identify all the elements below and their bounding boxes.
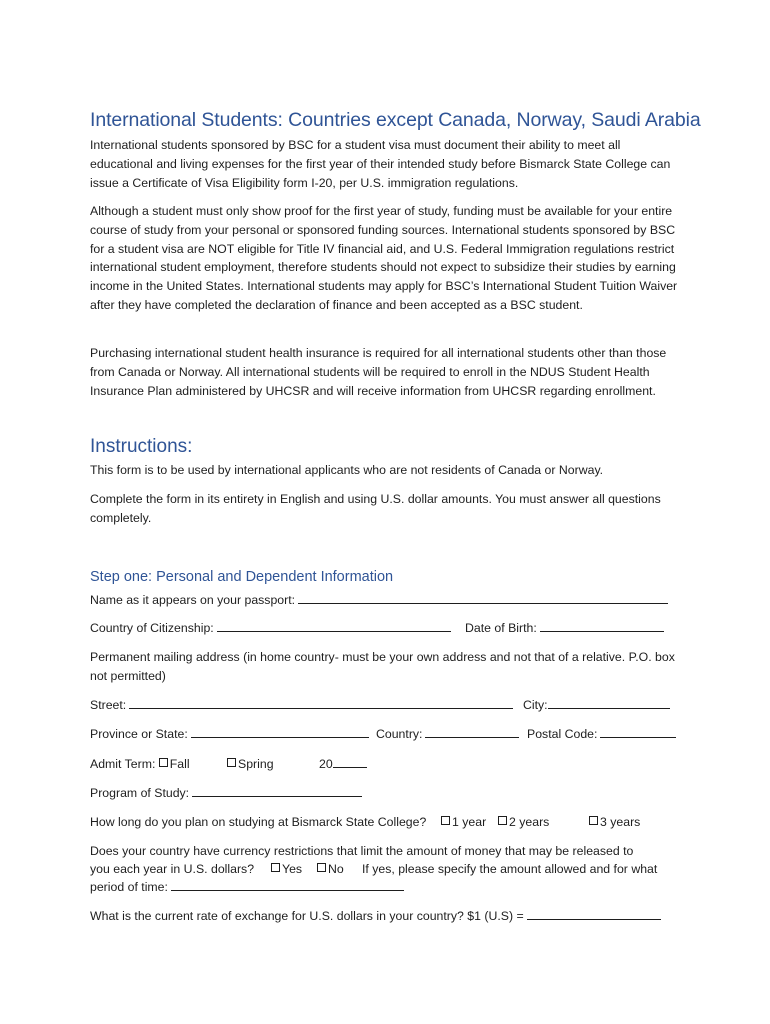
instructions-paragraph-2: Complete the form in its entirety in English and using U.S. dollar amounts. You must answer all questions completely. bbox=[90, 492, 661, 525]
currency-question-line-2 bbox=[90, 860, 680, 878]
duration-2-label: 2 years bbox=[509, 815, 550, 829]
spring-label: Spring bbox=[238, 757, 274, 771]
province-label: Province or State: bbox=[90, 727, 188, 741]
program-row bbox=[90, 784, 680, 802]
currency-question-line-1 bbox=[90, 842, 680, 860]
admit-year-prefix: 20 bbox=[319, 757, 333, 771]
fall-checkbox[interactable] bbox=[159, 758, 168, 767]
passport-name-field[interactable] bbox=[298, 591, 668, 604]
exchange-rate-row bbox=[90, 907, 680, 925]
intro-paragraph-1: International students sponsored by BSC for a student visa must document their ability to meet all educational and living expenses for the first year of their intended study before Bismarck State College can issue a Certificate of Visa Eligibility form I-20, per U.S. immigration regulations. bbox=[90, 138, 671, 190]
instructions-heading: Instructions: bbox=[90, 436, 193, 457]
currency-no-checkbox[interactable] bbox=[317, 863, 326, 872]
citizenship-row bbox=[90, 619, 680, 637]
duration-option-2[interactable] bbox=[498, 813, 549, 831]
name-label: Name as it appears on your passport: bbox=[90, 593, 296, 607]
citizenship-label: Country of Citizenship: bbox=[90, 621, 214, 635]
duration-label: How long do you plan on studying at Bismarck State College? bbox=[90, 815, 427, 829]
period-label: period of time: bbox=[90, 880, 168, 894]
dob-label: Date of Birth: bbox=[465, 621, 537, 635]
street-label: Street: bbox=[90, 698, 127, 712]
currency-question-line-3 bbox=[90, 878, 680, 896]
duration-row bbox=[90, 813, 680, 831]
program-label: Program of Study: bbox=[90, 786, 190, 800]
duration-1-checkbox[interactable] bbox=[441, 816, 450, 825]
currency-question-text-2: you each year in U.S. dollars? bbox=[90, 862, 255, 876]
period-field[interactable] bbox=[171, 878, 404, 891]
currency-yes-option[interactable] bbox=[271, 860, 302, 878]
admit-spring-option[interactable] bbox=[227, 755, 274, 773]
currency-no-label: No bbox=[328, 862, 344, 876]
page-title: International Students: Countries except Canada, Norway, Saudi Arabia bbox=[90, 109, 701, 131]
postal-code-label: Postal Code: bbox=[527, 727, 598, 741]
duration-3-label: 3 years bbox=[600, 815, 641, 829]
admit-term-row bbox=[90, 755, 680, 773]
admit-term-label: Admit Term: bbox=[90, 757, 156, 771]
intro-paragraph-2: Although a student must only show proof for the first year of study, funding must be available for your entire course of study from your personal or sponsored funding sources. International students sponsored by BSC for a student visa are NOT eligible for Title IV financial aid, and U.S. Federal Immigration regulations restrict international student employment, therefore students should not expect to subsidize their studies by earning income in the United States. International students may apply for BSC’s International Student Tuition Waiver after they have completed the declaration of finance and been accepted as a BSC student. bbox=[90, 204, 678, 312]
country-field[interactable] bbox=[425, 725, 519, 738]
admit-fall-option[interactable] bbox=[159, 757, 190, 771]
dob-field[interactable] bbox=[540, 619, 664, 632]
postal-code-field[interactable] bbox=[600, 725, 676, 738]
street-row bbox=[90, 696, 680, 714]
fall-label: Fall bbox=[169, 757, 190, 771]
program-field[interactable] bbox=[192, 784, 362, 797]
exchange-rate-label: What is the current rate of exchange for U.S. dollars in your country? $1 (U.S) = bbox=[90, 909, 524, 923]
citizenship-field[interactable] bbox=[217, 619, 451, 632]
duration-2-checkbox[interactable] bbox=[498, 816, 507, 825]
country-label: Country: bbox=[376, 727, 423, 741]
city-field[interactable] bbox=[548, 696, 670, 709]
currency-yes-label: Yes bbox=[282, 862, 303, 876]
intro-paragraph-3: Purchasing international student health insurance is required for all international students other than those from Canada or Norway. All international students will be required to enroll in the NDUS Student Health Insurance Plan administered by UHCSR and will receive information from UHCSR regarding enrollment. bbox=[90, 346, 667, 398]
spring-checkbox[interactable] bbox=[227, 758, 236, 767]
duration-3-checkbox[interactable] bbox=[589, 816, 598, 825]
currency-yes-checkbox[interactable] bbox=[271, 863, 280, 872]
currency-question-text-1: Does your country have currency restrictions that limit the amount of money that may be released to bbox=[90, 844, 634, 858]
instructions-paragraph-1: This form is to be used by international applicants who are not residents of Canada or Norway. bbox=[90, 463, 604, 477]
city-label: City: bbox=[523, 698, 548, 712]
duration-option-1[interactable] bbox=[441, 813, 486, 831]
admit-year-field[interactable] bbox=[333, 755, 367, 768]
province-row bbox=[90, 725, 680, 743]
currency-question-text-3: If yes, please specify the amount allowed and for what bbox=[362, 862, 658, 876]
street-field[interactable] bbox=[129, 696, 513, 709]
step-one-heading: Step one: Personal and Dependent Information bbox=[90, 569, 394, 585]
duration-option-3[interactable] bbox=[589, 813, 640, 831]
name-row bbox=[90, 591, 680, 609]
mailing-address-note: Permanent mailing address (in home country- must be your own address and not that of a relative. P.O. box not permitted) bbox=[90, 650, 675, 683]
exchange-rate-field[interactable] bbox=[527, 907, 661, 920]
duration-1-label: 1 year bbox=[452, 815, 487, 829]
province-field[interactable] bbox=[191, 725, 369, 738]
currency-no-option[interactable] bbox=[317, 860, 344, 878]
